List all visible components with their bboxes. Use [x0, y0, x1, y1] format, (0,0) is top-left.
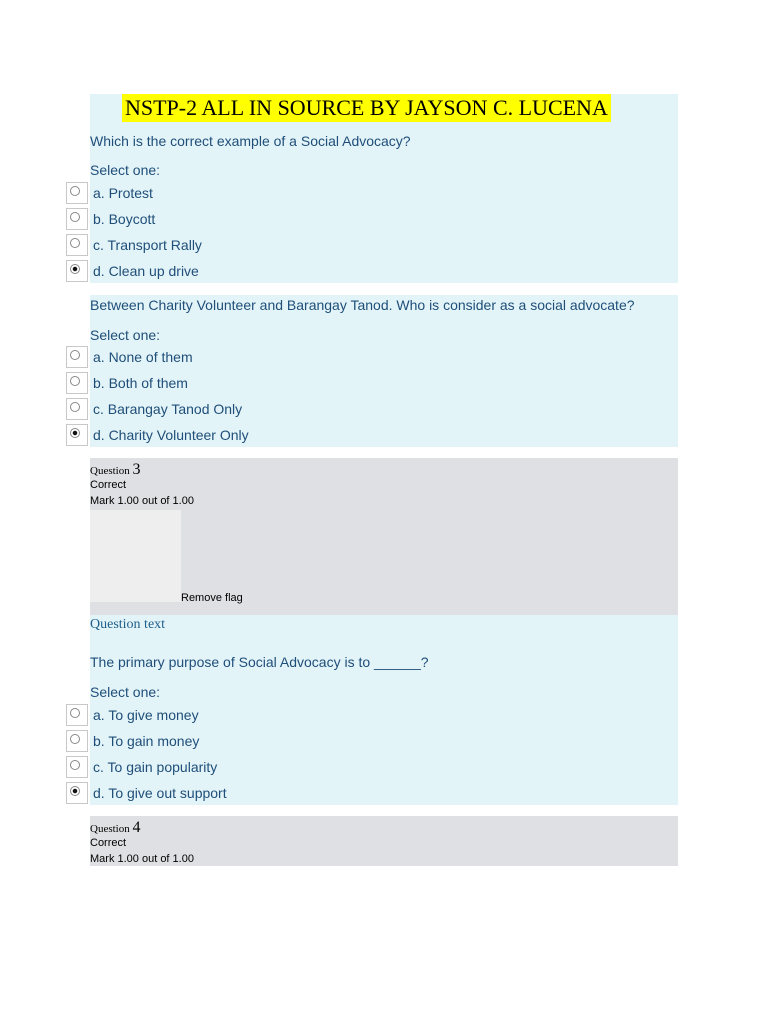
radio-icon[interactable] [66, 756, 88, 778]
select-one-label: Select one: [90, 162, 161, 178]
radio-icon[interactable] [66, 346, 88, 368]
question-label: Question [90, 823, 130, 835]
question-4-status: Correct [90, 837, 127, 849]
option-label: a. Protest [93, 185, 153, 201]
radio-icon[interactable] [66, 704, 88, 726]
question-number: 4 [132, 819, 141, 836]
radio-icon[interactable] [66, 730, 88, 752]
radio-checked-icon[interactable] [66, 424, 88, 446]
question-3-heading [90, 461, 140, 479]
radio-checked-icon[interactable] [66, 782, 88, 804]
select-one-label: Select one: [90, 684, 161, 700]
radio-icon[interactable] [66, 182, 88, 204]
remove-flag-link[interactable]: Remove flag [181, 592, 243, 604]
question-4-mark: Mark 1.00 out of 1.00 [90, 853, 194, 865]
question-text-header: Question text [90, 617, 166, 632]
document-title: NSTP-2 ALL IN SOURCE BY JAYSON C. LUCENA [122, 94, 611, 122]
option-label: d. Clean up drive [93, 263, 199, 279]
question-2-text: Between Charity Volunteer and Barangay Tanod. Who is consider as a social advocate? [90, 297, 635, 313]
option-label: b. Both of them [93, 375, 188, 391]
question-number: 3 [132, 461, 141, 478]
question-4-heading [90, 819, 140, 837]
select-one-label: Select one: [90, 327, 161, 343]
option-label: c. To gain popularity [93, 759, 218, 775]
question-3-text: The primary purpose of Social Advocacy is to ______? [90, 654, 429, 670]
radio-icon[interactable] [66, 234, 88, 256]
option-label: c. Barangay Tanod Only [93, 401, 243, 417]
flag-placeholder-image [90, 510, 181, 602]
option-label: b. To gain money [93, 733, 200, 749]
question-3-status: Correct [90, 479, 127, 491]
option-label: d. To give out support [93, 785, 227, 801]
option-label: d. Charity Volunteer Only [93, 427, 249, 443]
question-1-block [90, 94, 678, 283]
question-1-text: Which is the correct example of a Social Advocacy? [90, 133, 411, 149]
option-label: a. To give money [93, 707, 199, 723]
radio-icon[interactable] [66, 208, 88, 230]
option-label: c. Transport Rally [93, 237, 202, 253]
question-3-mark: Mark 1.00 out of 1.00 [90, 495, 194, 507]
option-label: a. None of them [93, 349, 193, 365]
question-2-block [90, 295, 678, 447]
radio-checked-icon[interactable] [66, 260, 88, 282]
radio-icon[interactable] [66, 398, 88, 420]
radio-icon[interactable] [66, 372, 88, 394]
question-label: Question [90, 465, 130, 477]
option-label: b. Boycott [93, 211, 156, 227]
